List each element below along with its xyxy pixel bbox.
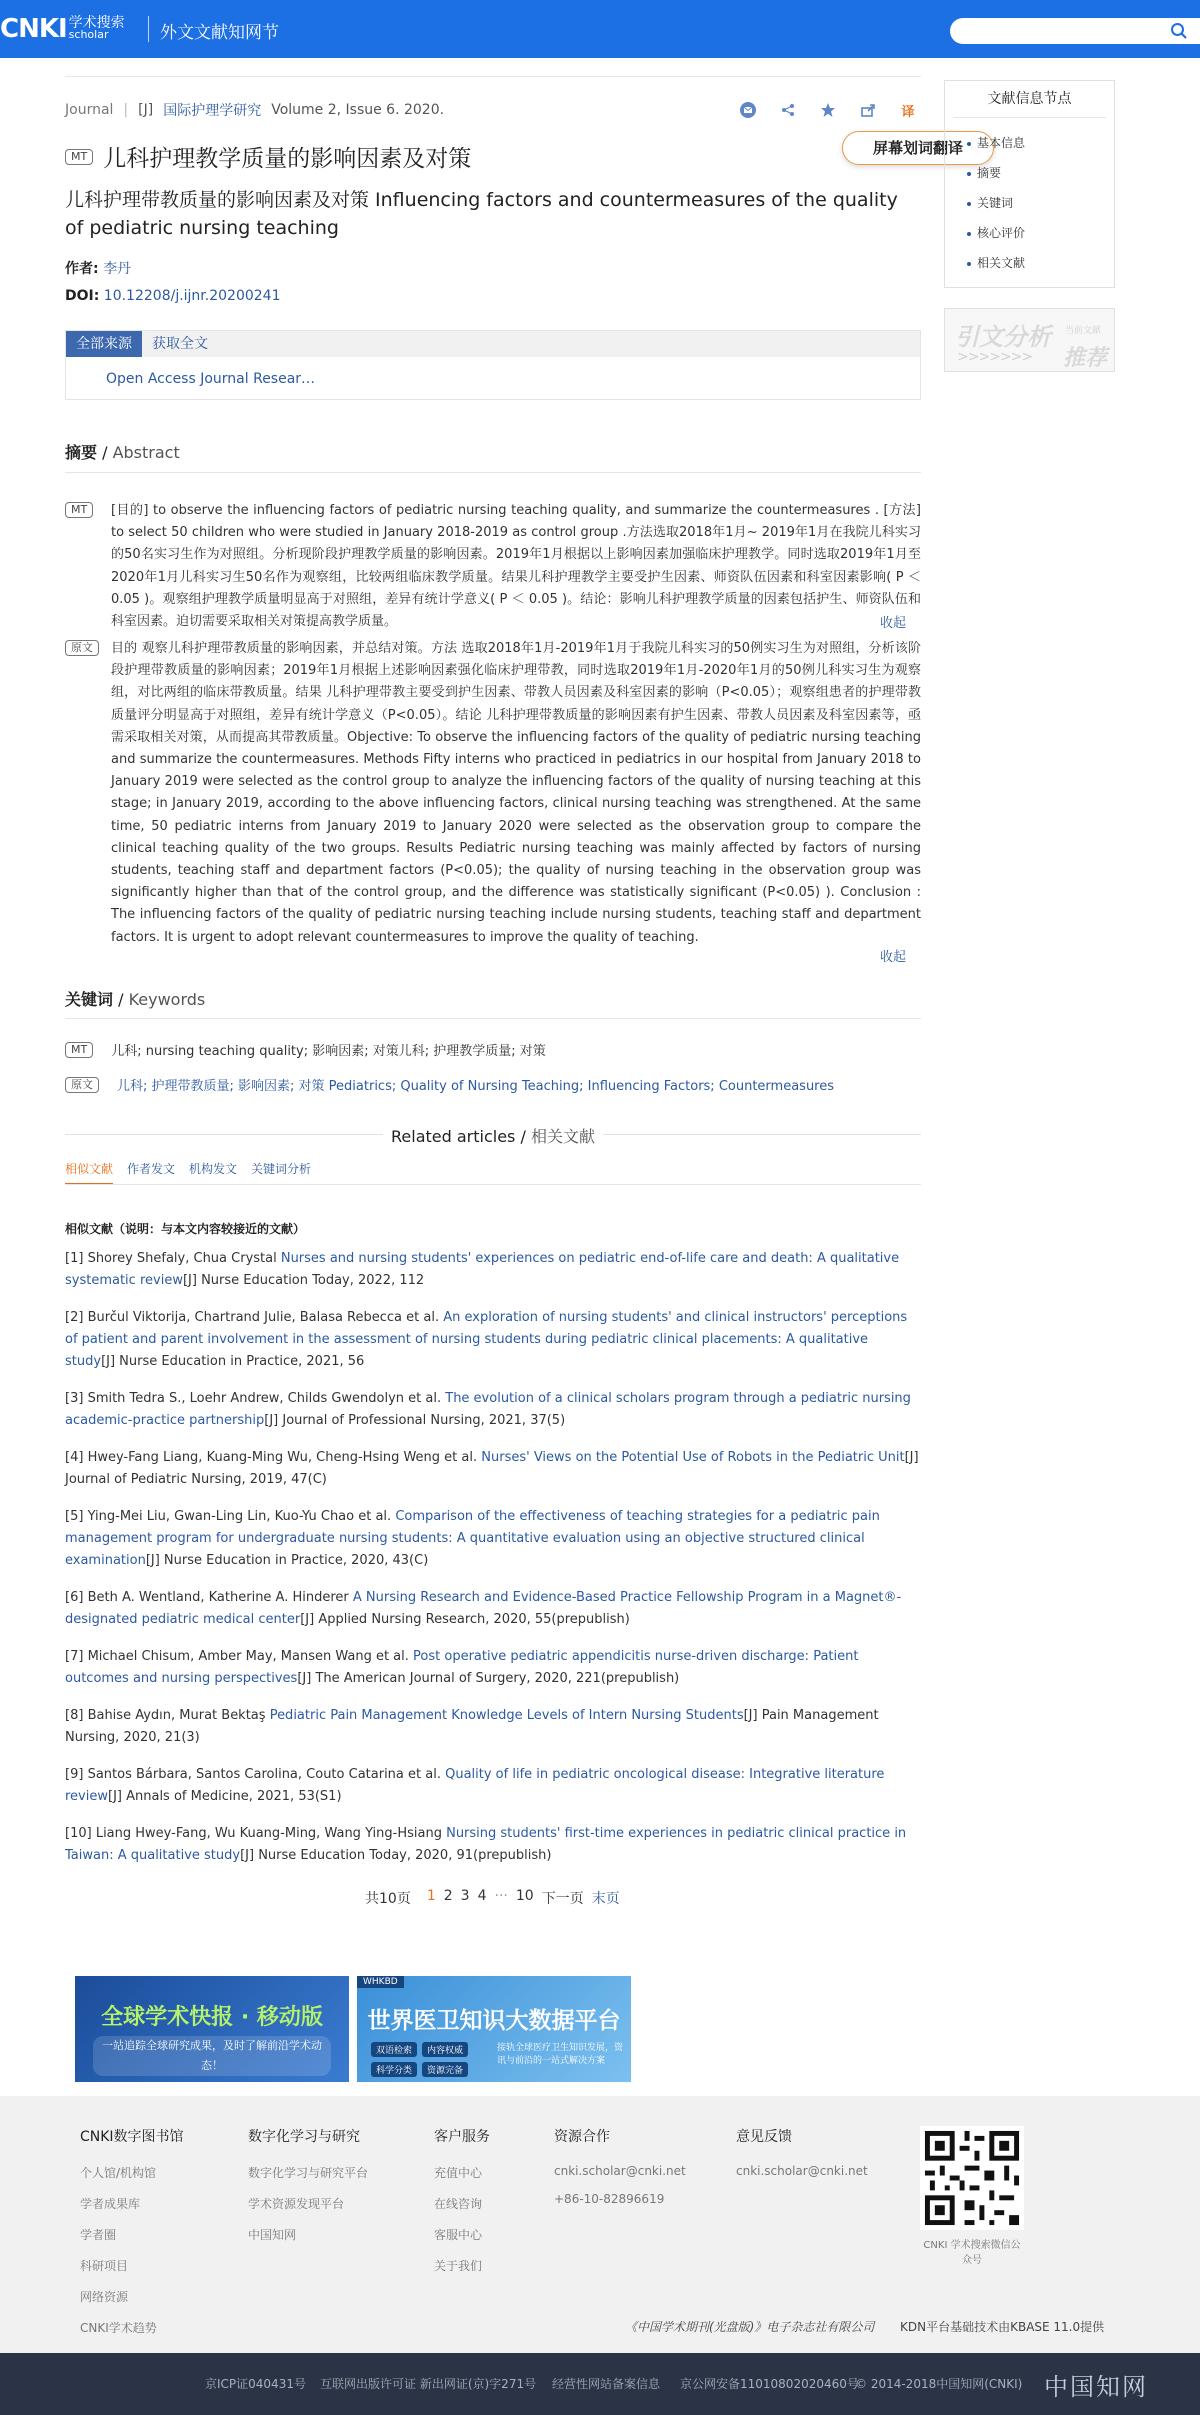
ref-num: [2] (65, 1310, 84, 1325)
source-link[interactable]: Open Access Journal Resear… (106, 371, 316, 387)
ref-num: [7] (65, 1649, 84, 1664)
divider (65, 76, 921, 77)
ref-source: [J] The American Journal of Surgery, 2020, 221(prepublish) (297, 1671, 680, 1686)
logo-text: CNKI (0, 14, 67, 44)
abstract-original-text: 目的 观察儿科护理带教质量的影响因素，并总结对策。方法 选取2018年1月-2019年1月于我院儿科实习的50例实习生为对照组，分析该阶段护理带教质量的影响因素；2019年1月根据上述影响因素强化临床护理带教，同时选取2019年1月-2020年1月的50例儿科实习生为观察组，对比两组的临床带教质量。结果 儿科护理带教主要受到护生因素、带教人员因素及科室因素的影响（P<0.05）；观察组患者的护理带教质量评分明显高于对照组，差异有统计学意义（P<0.05）。结论 儿科护理带教质量的影响因素有护生因素、带教人员因素及科室因素等，亟需采取相关对策，从而提高其带教质量。Objective: To observe the influencing factors of the quality of pediatric nursing teaching and summarize the countermeasures. Methods Fifty interns who practiced in pediatrics in our hospital from January 2018 to January 2019 were selected as the control group to analyze the influencing factors of the quality of nursing teaching at this stage; in January 2019, according to the above influencing factors, clinical nursing teaching was strengthened. At the same time, 50 pediatric interns from January 2019 to January 2020 were selected as the observation group to compare the clinical teaching quality of the two groups. Results Pediatric nursing teaching was mainly affected by factors of nursing students, teaching staff and department factors (P<0.05); the quality of nursing teaching in the observation group was significantly higher than that of the control group, and the difference was statistically significant (P<0.05) ). Conclusion : The influencing factors of the quality of pediatric nursing teaching include nursing students, teaching staff and department factors. It is urgent to adopt relevant countermeasures to improve the quality of teaching. (111, 641, 921, 945)
collapse-button[interactable]: 收起 (880, 950, 907, 965)
list-item (65, 1823, 921, 1867)
side-heading: 文献信息节点 (953, 81, 1106, 118)
ref-authors: Liang Hwey-Fang, Wu Kuang-Ming, Wang Ying-Hsiang (95, 1826, 447, 1841)
list-item (65, 1587, 921, 1631)
ref-num: [8] (65, 1708, 84, 1723)
banner-pill: 资源完备 (422, 2062, 468, 2077)
divider (65, 472, 921, 473)
ref-source: [J] Annals of Medicine, 2021, 53(S1) (108, 1789, 342, 1804)
footer-heading: CNKI数字图书馆 (80, 2129, 184, 2145)
cnki-scholar-logo[interactable] (0, 14, 125, 44)
export-icon (860, 102, 876, 118)
list-item (65, 1646, 921, 1690)
meta-type: [J] (138, 102, 154, 118)
ref-source: [J] Nurse Education Today, 2022, 112 (182, 1273, 425, 1288)
banner-pill: 科学分类 (371, 2062, 417, 2077)
police-record[interactable]: 京公网安备11010802020460号 (680, 2377, 859, 2391)
footer-link[interactable]: 学术资源发现平台 (248, 2197, 345, 2211)
related-tabs (65, 1160, 311, 1185)
side-item-core-evaluation[interactable]: 核心评价 (977, 218, 1114, 248)
last-page-button[interactable]: 末页 (591, 1891, 620, 1907)
ref-title-link[interactable]: The evolution of a clinical scholars program through a pediatric nursing academic-practice partnership (65, 1391, 911, 1428)
page-ellipsis: ··· (494, 1888, 508, 1904)
page-link[interactable]: 2 (443, 1888, 453, 1904)
footer-link[interactable]: 中国知网 (248, 2228, 297, 2242)
export-button[interactable] (856, 99, 880, 121)
footer-link[interactable]: 充值中心 (434, 2166, 483, 2180)
divider (65, 1018, 921, 1019)
search-input[interactable] (950, 18, 1200, 44)
footer-col (554, 2126, 686, 2220)
qr-code-icon (920, 2126, 1024, 2230)
list-item (65, 1764, 921, 1808)
tech-info: KDN平台基础技术由KBASE 11.0提供 (900, 2320, 1105, 2334)
footer-link[interactable]: 科研项目 (80, 2259, 129, 2273)
footer-col (248, 2126, 368, 2257)
footer-link[interactable]: 在线咨询 (434, 2197, 483, 2211)
page-title: 儿科护理教学质量的影响因素及对策 (103, 146, 472, 172)
translate-icon: 译 (901, 104, 915, 120)
banner-title: 全球学术快报 · 移动版 (101, 2005, 323, 2030)
side-item-abstract[interactable]: 摘要 (977, 158, 1114, 188)
top-bar (0, 0, 1200, 58)
page-total: 共10页 (365, 1891, 411, 1907)
qr-caption: CNKI 学术搜索微信公众号 (923, 2240, 1021, 2266)
page-link[interactable]: 10 (515, 1888, 534, 1904)
ad-banner-whkbd[interactable] (357, 1976, 631, 2082)
banner-title: 世界医卫知识大数据平台 (367, 2008, 621, 2034)
side-item-keywords[interactable]: 关键词 (977, 188, 1114, 218)
footer-col (434, 2126, 490, 2288)
ref-title-link[interactable]: Comparison of the effectiveness of teaching strategies for a pediatric pain management program for undergraduate nursing students: A quantitative evaluation using an objective structured clinical examination (65, 1509, 880, 1568)
doi-label: DOI: (65, 288, 100, 304)
keywords-original-value[interactable]: 儿科; 护理带教质量; 影响因素; 对策 Pediatrics; Quality of Nursing Teaching; Influencing Factors; Countermeasures (117, 1079, 835, 1094)
ref-num: [1] (65, 1251, 84, 1266)
keywords-mt (65, 1040, 546, 1059)
author-label: 作者: (65, 261, 99, 277)
icp-license[interactable]: 京ICP证040431号 (205, 2377, 306, 2391)
ref-title-link[interactable]: Nurses and nursing students' experiences on pediatric end-of-life care and death: A qualitative systematic review (65, 1251, 900, 1288)
email-button[interactable] (736, 99, 760, 121)
tab-author-papers[interactable]: 作者发文 (127, 1162, 176, 1176)
tab-institution-papers[interactable]: 机构发文 (189, 1162, 238, 1176)
footer-col (80, 2126, 184, 2350)
abstract-original (65, 638, 921, 949)
keywords-heading-cn: 关键词 (65, 990, 114, 1009)
ref-num: [4] (65, 1450, 84, 1465)
site-record-info[interactable]: 经营性网站备案信息 (552, 2377, 661, 2391)
footer-heading: 意见反馈 (736, 2129, 792, 2145)
meta-journal: Journal (65, 102, 114, 118)
logo-en: scholar (68, 28, 109, 41)
footer-link: +86-10-82896619 (554, 2192, 665, 2206)
article-toolbar (736, 99, 920, 121)
ref-source: [J] Applied Nursing Research, 2020, 55(prepublish) (300, 1612, 630, 1627)
copyright-bar (0, 2353, 1200, 2415)
cite-recommend: 推荐 (1063, 346, 1108, 371)
site-name: 外文文献知网节 (160, 23, 279, 43)
related-heading-cn: 相关文献 (530, 1127, 595, 1146)
source-tabs (66, 331, 920, 357)
page-link[interactable]: 1 (426, 1888, 436, 1904)
ref-title-link[interactable]: Post operative pediatric appendicitis nurse-driven discharge: Patient outcomes and nursing perspectives (65, 1649, 859, 1686)
footer-link[interactable]: cnki.scholar@cnki.net (554, 2164, 686, 2178)
ref-title-link[interactable]: Pediatric Pain Management Knowledge Levels of Intern Nursing Students (269, 1708, 744, 1723)
share-icon (780, 102, 796, 118)
ref-authors: Beth A. Wentland, Katherine A. Hinderer (87, 1590, 353, 1605)
banner-subtitle: 接轨全球医疗卫生知识发展，资讯与前沿的一站式解决方案 (497, 2043, 624, 2066)
meta-volume: Volume 2, Issue 6. 2020. (271, 102, 445, 118)
tab-keyword-analysis[interactable]: 关键词分析 (251, 1162, 312, 1176)
footer-link[interactable]: 数字化学习与研究平台 (248, 2166, 369, 2180)
favorite-button[interactable] (816, 99, 840, 121)
footer-link[interactable]: 学者成果库 (80, 2197, 141, 2211)
keywords-original (65, 1075, 834, 1094)
similar-caption: 相似文献（说明：与本文内容较接近的文献） (65, 1222, 306, 1236)
abstract-heading-cn: 摘要 (65, 443, 98, 462)
ref-title-link[interactable]: An exploration of nursing students' and clinical instructors' perceptions of patient and parent involvement in the assessment of nursing students during pediatric clinical placements: A qualitative study (65, 1310, 908, 1369)
footer-link[interactable]: 学者圈 (80, 2228, 117, 2242)
ad-banner-scholar-express[interactable] (75, 1976, 349, 2082)
ref-title-link[interactable]: Quality of life in pediatric oncological disease: Integrative literature review (65, 1767, 885, 1804)
footer-link[interactable]: cnki.scholar@cnki.net (736, 2164, 868, 2178)
logo-divider (148, 16, 149, 42)
list-item (65, 1248, 921, 1292)
author-line (65, 258, 131, 278)
reference-list (65, 1248, 921, 1882)
meta-sep: | (123, 102, 129, 118)
logo-cn: 学术搜索 (68, 15, 125, 31)
original-tag: 原文 (65, 1077, 99, 1093)
related-heading-en: Related articles (391, 1127, 516, 1146)
ref-source: [J] Journal of Pediatric Nursing, 2019, 47(C) (65, 1450, 919, 1487)
page-link[interactable]: 4 (477, 1888, 487, 1904)
abstract-heading: 摘要 / Abstract (65, 443, 180, 462)
ref-source: [J] Journal of Professional Nursing, 2021, 37(5) (264, 1413, 566, 1428)
keywords-mt-value: 儿科; nursing teaching quality; 影响因素; 对策儿科; 护理教学质量; 对策 (111, 1044, 546, 1059)
footer-link[interactable]: 关于我们 (434, 2259, 483, 2273)
mt-tag: MT (65, 502, 93, 518)
side-item-basic-info[interactable]: 基本信息 (977, 128, 1114, 158)
search-icon[interactable] (1170, 22, 1188, 40)
ref-authors: Ying-Mei Liu, Gwan-Ling Lin, Kuo-Yu Chao et al. (87, 1509, 396, 1524)
divider (65, 1184, 921, 1185)
banner-pills (371, 2042, 491, 2077)
ref-authors: Michael Chisum, Amber May, Mansen Wang et al. (87, 1649, 414, 1664)
footer-heading: 资源合作 (554, 2129, 610, 2145)
journal-link[interactable]: 国际护理学研究 (163, 103, 262, 119)
ref-num: [3] (65, 1391, 84, 1406)
ref-authors: Hwey-Fang Liang, Kuang-Ming Wu, Cheng-Hsing Weng et al. (87, 1450, 482, 1465)
star-icon (820, 102, 836, 118)
doi-link[interactable]: 10.12208/j.ijnr.20200241 (103, 288, 281, 304)
tab-similar[interactable]: 相似文献 (65, 1160, 113, 1185)
ref-title-link[interactable]: A Nursing Research and Evidence-Based Practice Fellowship Program in a Magnet®-designated pediatric medical center (65, 1590, 902, 1627)
banner-subtitle: 一站追踪全球研究成果，及时了解前沿学术动态！ (93, 2036, 331, 2076)
tab-get-fulltext[interactable]: 获取全文 (152, 336, 208, 352)
cnki-logo: 中国知网 (1044, 2373, 1148, 2401)
banner-pill: 双语检索 (371, 2042, 417, 2057)
keywords-heading-en: Keywords (128, 990, 206, 1009)
footer-link[interactable]: 客服中心 (434, 2228, 483, 2242)
citation-analysis-widget[interactable] (944, 308, 1115, 372)
translate-tooltip: 屏幕划词翻译 (842, 131, 994, 165)
doi-line (65, 288, 281, 304)
publisher-info: 《中国学术期刊(光盘版)》电子杂志社有限公司 (625, 2320, 875, 2334)
ref-authors: Smith Tedra S., Loehr Andrew, Childs Gwendolyn et al. (87, 1391, 446, 1406)
mt-tag: MT (65, 1042, 93, 1058)
collapse-button[interactable]: 收起 (880, 616, 907, 631)
list-item (65, 1705, 921, 1749)
ref-num: [10] (65, 1826, 92, 1841)
copyright: © 2014-2018中国知网(CNKI) (855, 2377, 1023, 2391)
footer (0, 2096, 1200, 2353)
ref-authors: Santos Bárbara, Santos Carolina, Couto Catarina et al. (87, 1767, 446, 1782)
publishing-license[interactable]: 互联网出版许可证 新出网证(京)字271号 (320, 2377, 537, 2391)
original-tag: 原文 (65, 640, 99, 656)
ref-title-link[interactable]: Nurses' Views on the Potential Use of Robots in the Pediatric Unit (481, 1450, 905, 1465)
footer-col (736, 2126, 868, 2192)
share-button[interactable] (776, 99, 800, 121)
ref-source: [J] Pain Management Nursing, 2020, 21(3) (65, 1708, 879, 1745)
ref-num: [9] (65, 1767, 84, 1782)
source-box (65, 330, 921, 400)
keywords-heading: 关键词 / Keywords (65, 990, 206, 1009)
list-item (65, 1506, 921, 1572)
mt-tag: MT (65, 149, 93, 165)
ref-source: [J] Nurse Education Today, 2020, 91(prepublish) (240, 1848, 552, 1863)
footer-link[interactable]: 个人馆/机构馆 (80, 2166, 157, 2180)
abstract-heading-en: Abstract (112, 443, 180, 462)
list-item (65, 1388, 921, 1432)
author-link[interactable]: 李丹 (103, 261, 132, 277)
ref-num: [6] (65, 1590, 84, 1605)
arrows-icon: >>>>>>> (957, 349, 1033, 365)
footer-link[interactable]: 网络资源 (80, 2290, 129, 2304)
cite-title: 引文分析 (955, 323, 1051, 351)
side-item-related[interactable]: 相关文献 (977, 248, 1114, 278)
article-info-nav (944, 80, 1115, 288)
ref-authors: Burčul Viktorija, Chartrand Julie, Balasa Rebecca et al. (87, 1310, 444, 1325)
title-row (65, 140, 471, 173)
pagination (365, 1888, 620, 1908)
footer-heading: 客户服务 (434, 2129, 490, 2145)
ref-authors: Bahise Aydın, Murat Bektaş (87, 1708, 270, 1723)
cite-small: 当前文献 (1065, 326, 1102, 336)
translate-button[interactable] (896, 99, 920, 121)
ref-source: [J] Nurse Education in Practice, 2020, 43(C) (145, 1553, 429, 1568)
ref-num: [5] (65, 1509, 84, 1524)
footer-link[interactable]: CNKI学术趋势 (80, 2321, 157, 2335)
next-page-button[interactable]: 下一页 (541, 1891, 584, 1907)
article-subtitle: 儿科护理带教质量的影响因素及对策 Influencing factors and countermeasures of the quality of pediatric nursing teaching (65, 189, 898, 239)
abstract-mt (65, 500, 921, 630)
abstract-mt-text: [目的] to observe the influencing factors of pediatric nursing teaching quality, and summarize the countermeasures . [方法] to select 50 children who were studied in January 2018-2019 as control group .方法选取2018年1月~ 2019年1月在我院儿科实习的50名实习生作为对照组。分析现阶段护理教学质量的影响因素。2019年1月根据以上影响因素加强临床护理教学。同时选取2019年1月至2020年1月儿科实习生50名作为观察组，比较两组临床教学质量。结果儿科护理教学主要受护生因素、师资队伍因素和科室因素影响( P ＜ 0.05 )。观察组护理教学质量明显高于对照组，差异有统计学意义( P ＜ 0.05 )。结论：影响儿科护理教学质量的因素包括护生、师资队伍和科室因素。迫切需要采取相关对策提高教学质量。 (111, 503, 921, 630)
page-link[interactable]: 3 (460, 1888, 470, 1904)
list-item (65, 1447, 921, 1491)
ref-source: [J] Nurse Education in Practice, 2021, 56 (101, 1354, 365, 1369)
banner-badge: WHKBD (357, 1976, 404, 1988)
email-icon (740, 102, 756, 118)
banner-pill: 内容权威 (422, 2042, 468, 2057)
related-heading: Related articles / 相关文献 (65, 1124, 921, 1144)
article-meta (65, 100, 444, 120)
tab-all-sources[interactable]: 全部来源 (66, 331, 142, 357)
ref-title-link[interactable]: Nursing students' first-time experiences in pediatric clinical practice in Taiwan: A qualitative study (65, 1826, 907, 1863)
list-item (65, 1307, 921, 1373)
footer-heading: 数字化学习与研究 (248, 2129, 360, 2145)
ref-authors: Shorey Shefaly, Chua Crystal (87, 1251, 281, 1266)
